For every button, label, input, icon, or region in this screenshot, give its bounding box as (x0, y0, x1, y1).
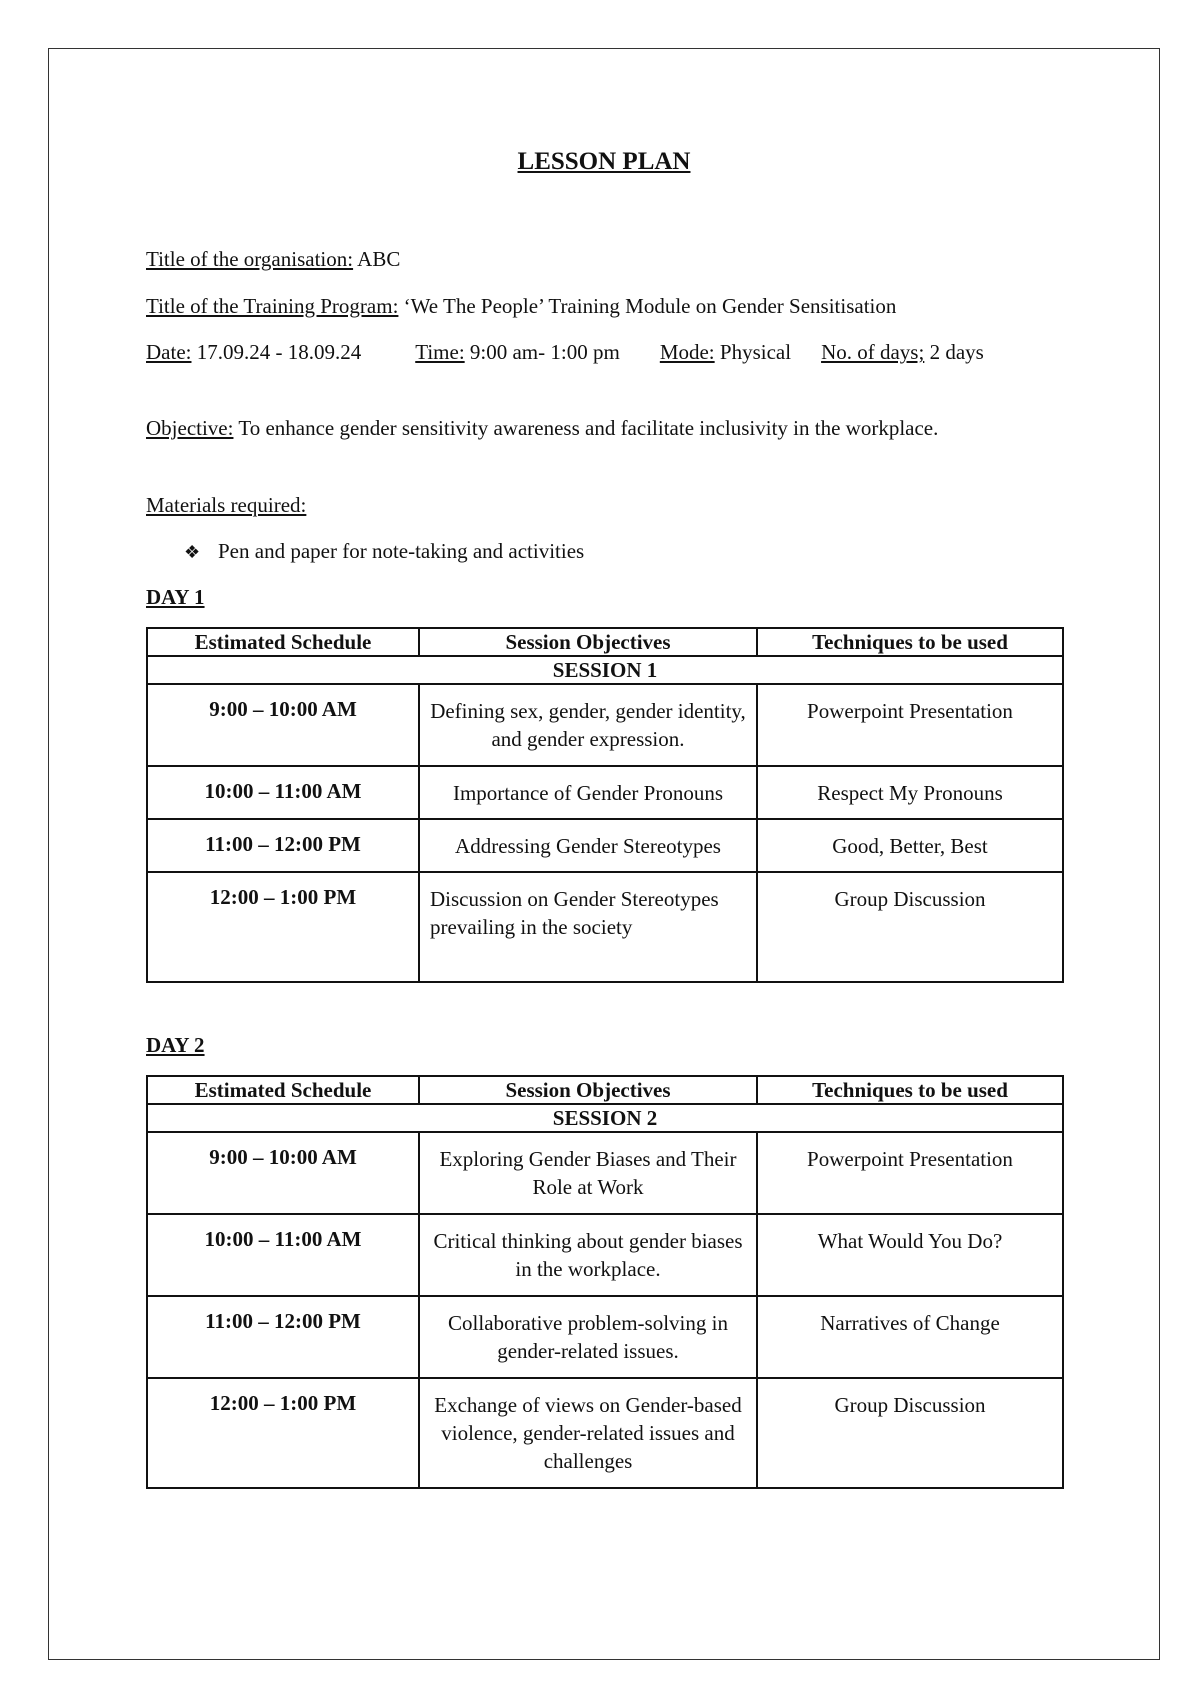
schedule-cell: 12:00 – 1:00 PM (147, 1378, 419, 1488)
header-session-objectives: Session Objectives (419, 1076, 757, 1104)
table-row (147, 766, 1063, 819)
materials-line (146, 490, 1062, 520)
objective-cell: Exchange of views on Gender-based violence, gender-related issues and challenges (419, 1378, 757, 1488)
diamond-bullet-icon: ❖ (184, 542, 201, 562)
table-header-row (147, 1076, 1063, 1104)
mode-value: Physical (714, 340, 792, 364)
technique-cell: Narratives of Change (757, 1296, 1063, 1378)
session-label: SESSION 1 (147, 656, 1063, 684)
objective-line (146, 413, 1062, 443)
schedule-cell: 9:00 – 10:00 AM (147, 1132, 419, 1214)
table-row (147, 684, 1063, 766)
program-label: Title of the Training Program: (146, 294, 399, 318)
objective-cell: Critical thinking about gender biases in the workplace. (419, 1214, 757, 1296)
schedule-cell: 9:00 – 10:00 AM (147, 684, 419, 766)
days-value: 2 days (924, 340, 984, 364)
objective-cell: Addressing Gender Stereotypes (419, 819, 757, 872)
meta-line (146, 337, 1062, 367)
technique-cell: Good, Better, Best (757, 819, 1063, 872)
schedule-cell: 11:00 – 12:00 PM (147, 819, 419, 872)
objective-cell: Exploring Gender Biases and Their Role at Work (419, 1132, 757, 1214)
objective-label: Objective: (146, 416, 234, 440)
date-label: Date: (146, 340, 192, 364)
objective-cell: Defining sex, gender, gender identity, and gender expression. (419, 684, 757, 766)
header-estimated-schedule: Estimated Schedule (147, 628, 419, 656)
days-label: No. of days; (821, 340, 925, 364)
header-estimated-schedule: Estimated Schedule (147, 1076, 419, 1104)
header-techniques: Techniques to be used (757, 1076, 1063, 1104)
objective-value: To enhance gender sensitivity awareness and facilitate inclusivity in the workplace. (233, 416, 939, 440)
technique-cell: Respect My Pronouns (757, 766, 1063, 819)
objective-cell: Collaborative problem-solving in gender-related issues. (419, 1296, 757, 1378)
header-session-objectives: Session Objectives (419, 628, 757, 656)
table-row (147, 1214, 1063, 1296)
schedule-cell: 11:00 – 12:00 PM (147, 1296, 419, 1378)
day-2-schedule-table (146, 1075, 1064, 1489)
page-title: LESSON PLAN (517, 148, 691, 175)
header-techniques: Techniques to be used (757, 628, 1063, 656)
materials-item-text: Pen and paper for note-taking and activities (218, 539, 585, 563)
organisation-label: Title of the organisation: (146, 247, 354, 271)
session-row (147, 656, 1063, 684)
table-row (147, 872, 1063, 982)
materials-list-item (184, 536, 584, 567)
table-row (147, 1296, 1063, 1378)
mode-label: Mode: (659, 340, 715, 364)
organisation-line (146, 244, 1062, 274)
day-2-heading: DAY 2 (146, 1033, 205, 1057)
table-row (147, 1132, 1063, 1214)
time-value: 9:00 am- 1:00 pm (464, 340, 620, 364)
technique-cell: Group Discussion (757, 1378, 1063, 1488)
date-value: 17.09.24 - 18.09.24 (191, 340, 362, 364)
session-label: SESSION 2 (147, 1104, 1063, 1132)
session-row (147, 1104, 1063, 1132)
technique-cell: Powerpoint Presentation (757, 1132, 1063, 1214)
schedule-cell: 10:00 – 11:00 AM (147, 766, 419, 819)
time-label: Time: (415, 340, 465, 364)
technique-cell: What Would You Do? (757, 1214, 1063, 1296)
day-1-heading: DAY 1 (146, 585, 205, 609)
schedule-cell: 10:00 – 11:00 AM (147, 1214, 419, 1296)
objective-cell: Discussion on Gender Stereotypes prevailing in the society (419, 872, 757, 982)
program-value: ‘We The People’ Training Module on Gender Sensitisation (398, 294, 897, 318)
organisation-value: ABC (353, 247, 401, 271)
table-row (147, 819, 1063, 872)
table-row (147, 1378, 1063, 1488)
technique-cell: Group Discussion (757, 872, 1063, 982)
table-header-row (147, 628, 1063, 656)
schedule-cell: 12:00 – 1:00 PM (147, 872, 419, 982)
day-1-schedule-table (146, 627, 1064, 983)
program-line (146, 291, 1062, 321)
materials-label: Materials required: (146, 493, 307, 517)
objective-cell: Importance of Gender Pronouns (419, 766, 757, 819)
technique-cell: Powerpoint Presentation (757, 684, 1063, 766)
